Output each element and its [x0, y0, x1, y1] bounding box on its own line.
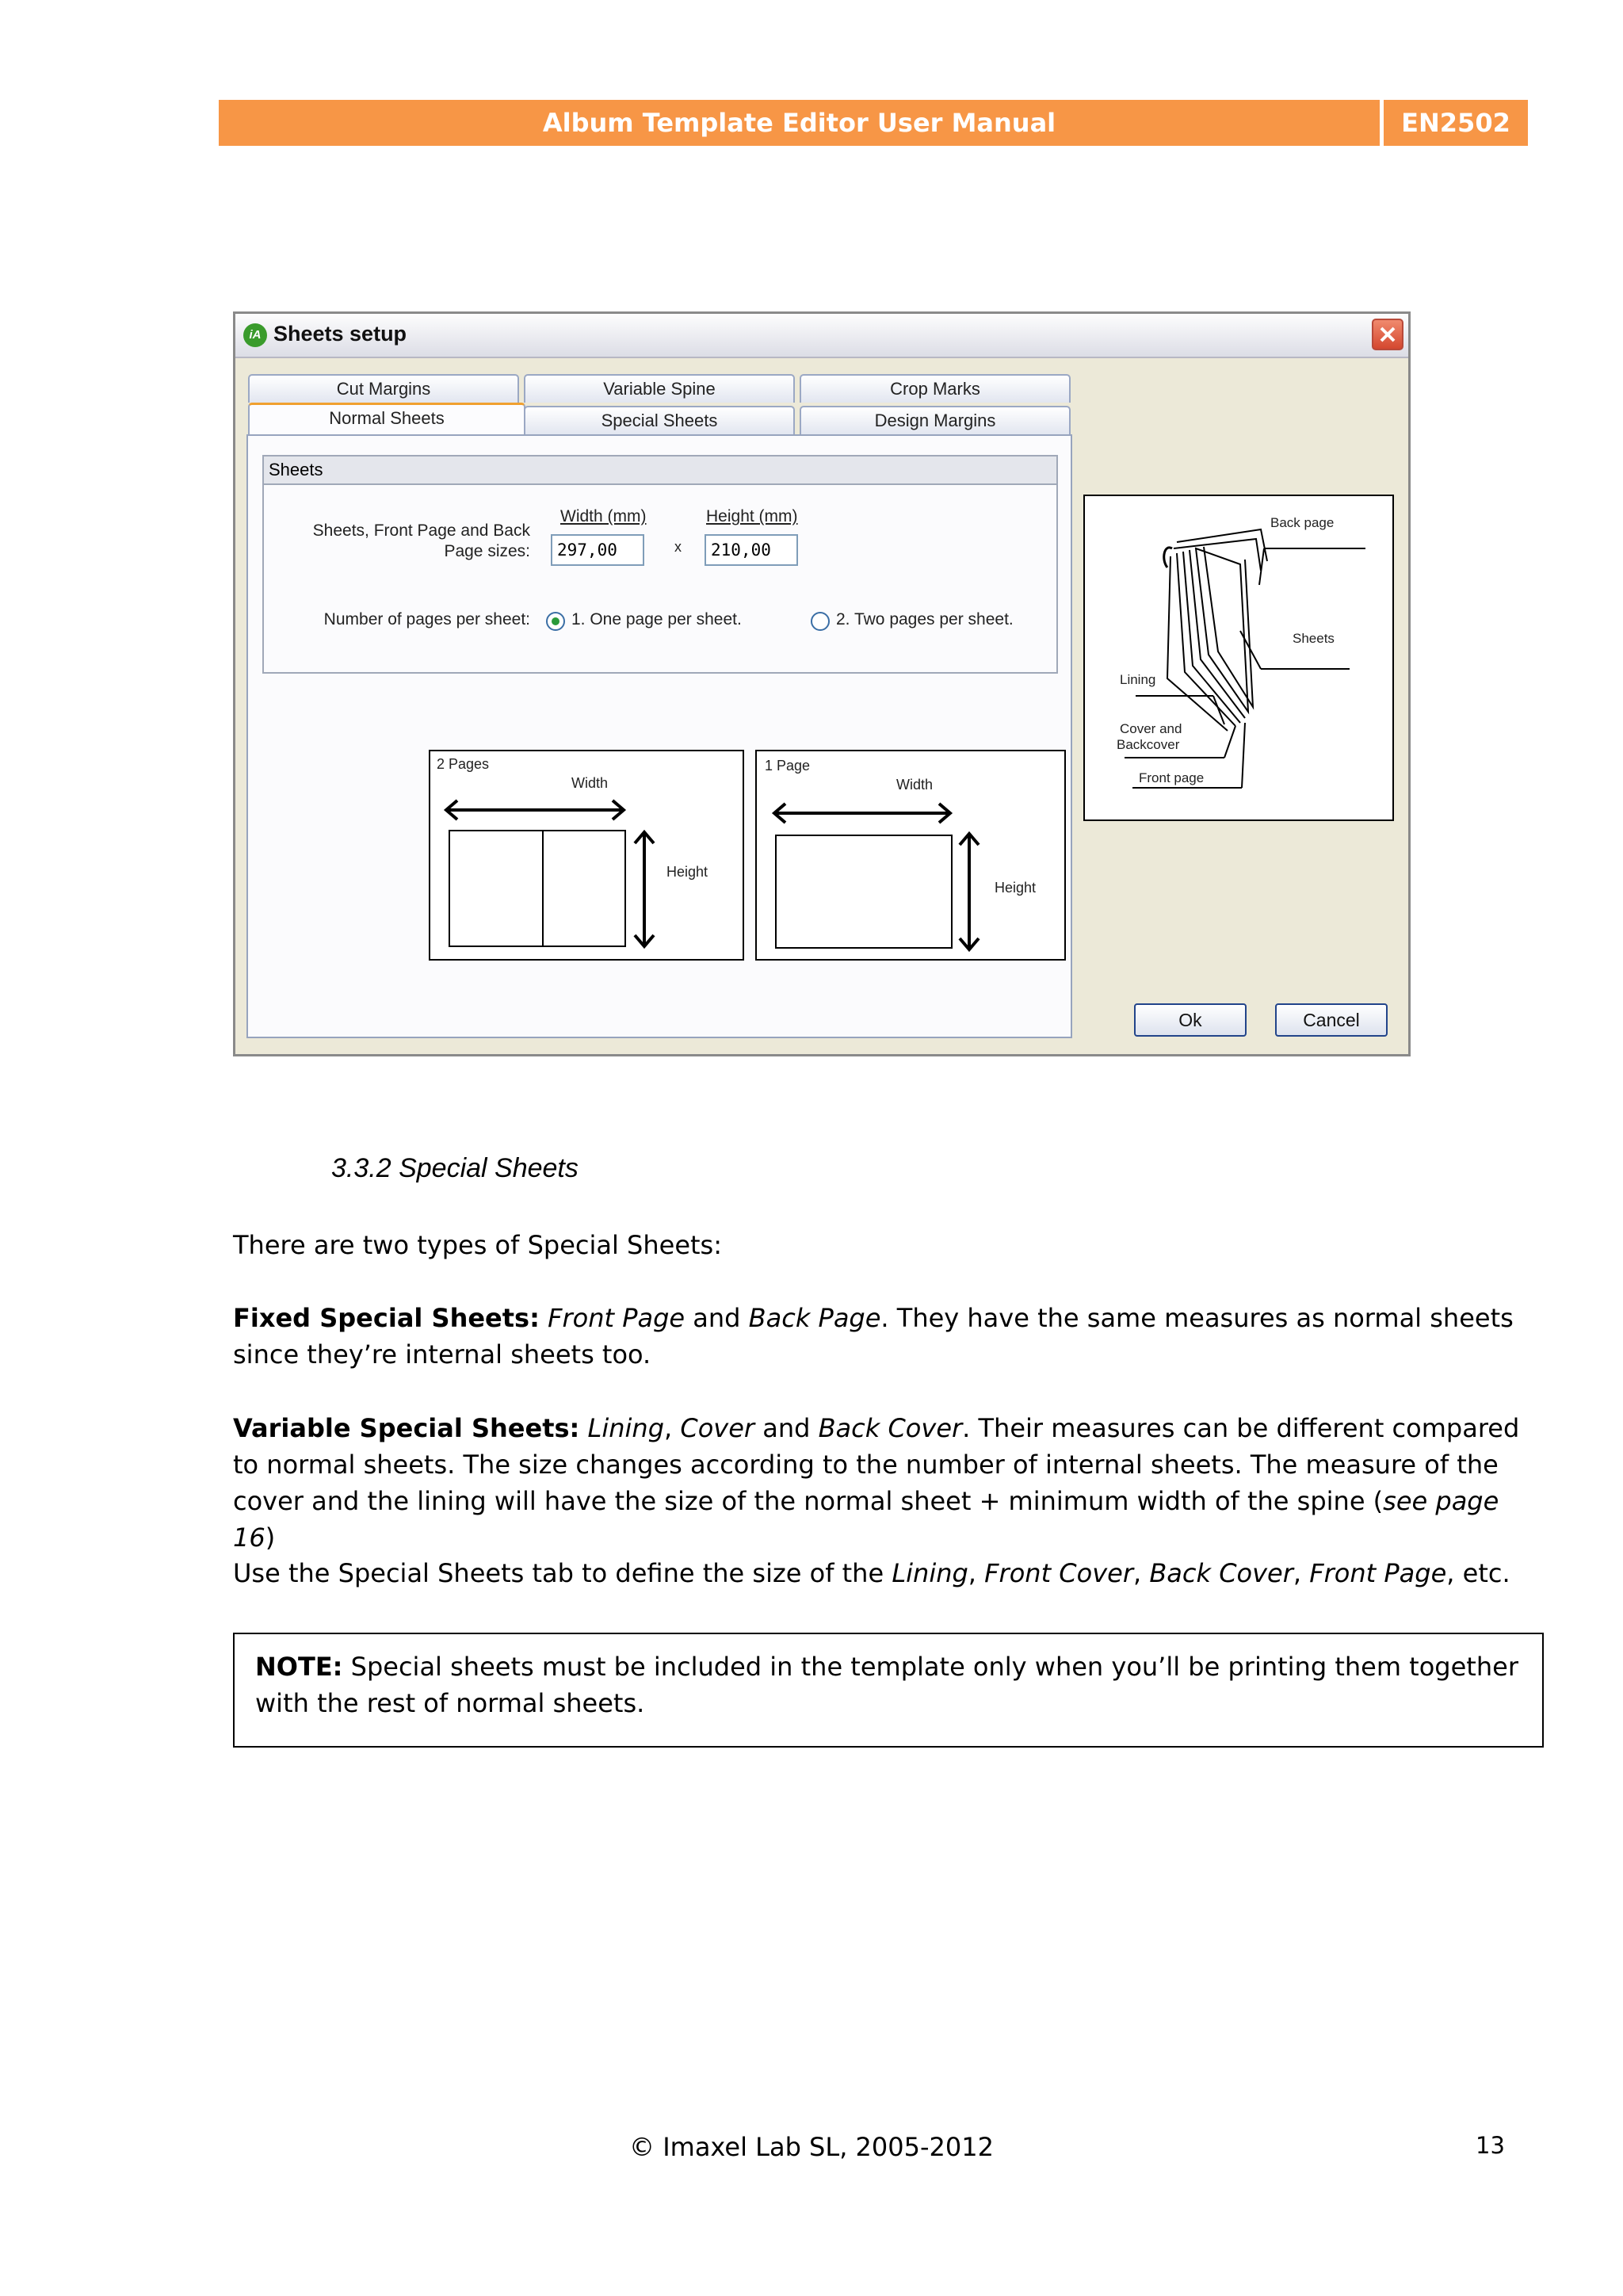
ok-button[interactable]: Ok: [1134, 1003, 1247, 1037]
dialog-title: Sheets setup: [273, 322, 407, 346]
height-input[interactable]: 210,00: [705, 534, 798, 566]
height-label: Height (mm): [706, 507, 798, 525]
sheets-group: [262, 455, 1058, 674]
album-book-icon: [1085, 496, 1392, 819]
back-cover-term: Back Cover: [1149, 1558, 1293, 1588]
one-page-height-label: Height: [995, 880, 1037, 896]
page-number: 13: [1476, 2132, 1505, 2159]
two-pages-label: 2. Two pages per sheet.: [836, 610, 1014, 628]
group-title: Sheets: [264, 457, 1056, 485]
paragraph-usage: [233, 1555, 1549, 1591]
text-run: ,: [1132, 1558, 1150, 1588]
footer-copyright: © Imaxel Lab SL, 2005-2012: [629, 2132, 994, 2162]
close-button[interactable]: [1372, 319, 1403, 350]
back-page-label: Back page: [1270, 515, 1335, 530]
text-run: ): [265, 1522, 276, 1553]
close-icon: [1379, 326, 1396, 343]
two-pages-diagram: [429, 750, 744, 961]
lining-term: Lining: [587, 1413, 664, 1443]
front-page-term: Front Page: [1309, 1558, 1447, 1588]
cover-label-line1: Cover and: [1120, 721, 1182, 736]
paragraph-variable: [233, 1410, 1549, 1556]
one-page-label: 1. One page per sheet.: [571, 610, 742, 628]
one-page-diagram: [755, 750, 1066, 961]
width-input[interactable]: 297,00: [551, 534, 644, 566]
text-run: and: [685, 1303, 749, 1333]
fixed-term: Fixed Special Sheets:: [233, 1303, 540, 1333]
paragraph-fixed: [233, 1300, 1549, 1373]
width-label: Width (mm): [560, 507, 647, 525]
text-run: ,: [664, 1413, 681, 1443]
one-page-arrows-icon: [757, 751, 1064, 959]
paragraph-intro: There are two types of Special Sheets:: [233, 1230, 722, 1260]
front-page-term: Front Page: [548, 1303, 685, 1333]
sheets-label: Sheets: [1293, 631, 1335, 646]
lining-label: Lining: [1120, 672, 1156, 687]
sheets-setup-dialog: [233, 311, 1411, 1056]
cancel-button[interactable]: Cancel: [1275, 1003, 1388, 1037]
text-run: , etc.: [1446, 1558, 1510, 1588]
sizes-label-line2: Page sizes:: [444, 542, 530, 560]
note-text: Special sheets must be included in the template only when you’ll be printing them together with the rest of normal sheets.: [255, 1652, 1518, 1718]
times-sign: x: [674, 539, 682, 555]
text-run: ,: [968, 1558, 985, 1588]
text-run: Use the Special Sheets tab to define the size of the: [233, 1558, 892, 1588]
sizes-label-line1: Sheets, Front Page and Back: [312, 521, 530, 540]
page-reference: see page 16: [233, 1486, 1499, 1553]
two-pages-radio[interactable]: [811, 612, 830, 631]
note-box: [233, 1633, 1544, 1748]
one-page-title: 1 Page: [765, 758, 811, 774]
header-code: EN2502: [1384, 100, 1528, 146]
front-cover-term: Front Cover: [984, 1558, 1133, 1588]
text-run: . Their measures can be different compared to normal sheets. The size changes according to the number of internal sheets. The measure of the cover and the lining will have the size of the normal sheet + minimum width of the spine (: [233, 1413, 1520, 1516]
text-run: and: [754, 1413, 819, 1443]
back-page-term: Back Page: [748, 1303, 881, 1333]
tab-variable-spine[interactable]: Variable Spine: [524, 374, 795, 403]
text-run: ,: [1293, 1558, 1310, 1588]
dialog-titlebar: [235, 314, 1408, 358]
section-heading: 3.3.2 Special Sheets: [331, 1153, 579, 1183]
two-pages-title: 2 Pages: [437, 756, 490, 772]
one-page-radio[interactable]: [546, 612, 565, 631]
two-pages-arrows-icon: [430, 751, 743, 959]
front-page-label: Front page: [1139, 770, 1205, 785]
header-title: Album Template Editor User Manual: [219, 100, 1380, 146]
page-header: [219, 100, 1528, 146]
album-structure-diagram: [1083, 495, 1394, 821]
tab-design-margins[interactable]: Design Margins: [800, 406, 1071, 434]
variable-term: Variable Special Sheets:: [233, 1413, 580, 1443]
back-cover-term: Back Cover: [818, 1413, 963, 1443]
app-icon: iA: [243, 323, 267, 347]
tab-cut-margins[interactable]: Cut Margins: [248, 374, 519, 403]
tab-normal-sheets[interactable]: Normal Sheets: [248, 403, 525, 434]
cover-term: Cover: [680, 1413, 755, 1443]
lining-term: Lining: [892, 1558, 968, 1588]
note-label: NOTE:: [255, 1652, 343, 1682]
one-page-width-label: Width: [896, 777, 934, 793]
pages-per-sheet-label: Number of pages per sheet:: [323, 610, 530, 628]
text-run: . They have the same measures as normal sheets since they’re internal sheets too.: [233, 1303, 1514, 1370]
two-pages-height-label: Height: [666, 864, 708, 880]
tab-special-sheets[interactable]: Special Sheets: [524, 406, 795, 434]
two-pages-width-label: Width: [571, 775, 609, 791]
tab-panel: [246, 434, 1072, 1038]
tab-crop-marks[interactable]: Crop Marks: [800, 374, 1071, 403]
cover-label-line2: Backcover: [1117, 737, 1180, 752]
